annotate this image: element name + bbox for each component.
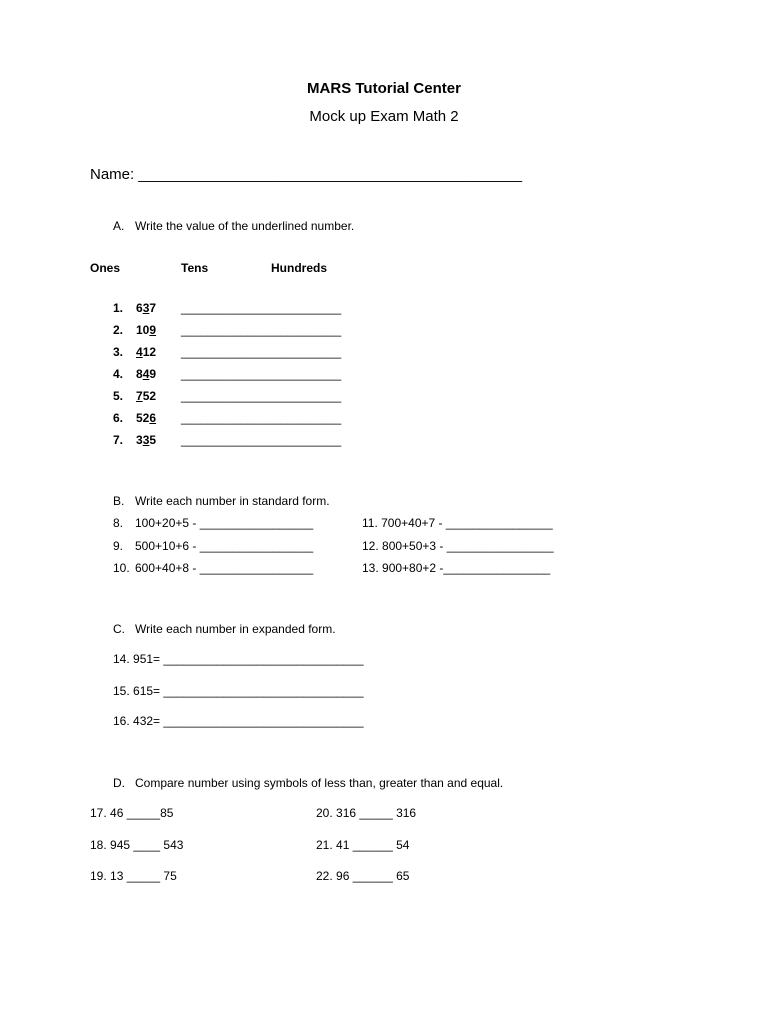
list-item-value: 526: [136, 411, 157, 425]
list-item-number: 10.: [113, 561, 130, 575]
list-item[interactable]: 14. 951= ______________________________: [113, 652, 364, 666]
column-hundreds: Hundreds: [271, 261, 328, 275]
list-item[interactable]: 15. 615= ______________________________: [113, 684, 364, 698]
list-item-value: 752: [136, 389, 157, 403]
list-item-number: 6.: [113, 411, 124, 425]
list-item[interactable]: 12. 800+50+3 - ________________: [362, 539, 554, 553]
list-item-number: 7.: [113, 433, 124, 447]
list-item[interactable]: 500+10+6 - _________________: [135, 539, 314, 553]
answer-line[interactable]: ________________________: [181, 323, 342, 337]
list-item-number: 4.: [113, 367, 124, 381]
list-item[interactable]: 13. 900+80+2 -________________: [362, 561, 551, 575]
answer-line[interactable]: ________________________: [181, 345, 342, 359]
list-item-value: 109: [136, 323, 157, 337]
list-item[interactable]: 21. 41 ______ 54: [316, 838, 410, 852]
list-item[interactable]: 18. 945 ____ 543: [90, 838, 184, 852]
list-item-value: 849: [136, 367, 157, 381]
name-field[interactable]: [90, 166, 522, 184]
section-c-instruction: Write each number in expanded form.: [135, 622, 336, 636]
list-item-value: 637: [136, 301, 157, 315]
list-item[interactable]: 22. 96 ______ 65: [316, 869, 410, 883]
answer-line[interactable]: ________________________: [181, 301, 342, 315]
list-item[interactable]: 16. 432= ______________________________: [113, 714, 364, 728]
list-item-number: 8.: [113, 516, 124, 530]
answer-line[interactable]: ________________________: [181, 389, 342, 403]
list-item[interactable]: 11. 700+40+7 - ________________: [362, 516, 553, 530]
list-item[interactable]: 100+20+5 - _________________: [135, 516, 314, 530]
section-a-marker: A.: [113, 219, 125, 233]
answer-line[interactable]: ________________________: [181, 367, 342, 381]
list-item-number: 1.: [113, 301, 124, 315]
section-b-instruction: Write each number in standard form.: [135, 494, 330, 508]
list-item-number: 9.: [113, 539, 124, 553]
list-item-number: 5.: [113, 389, 124, 403]
list-item-value: 335: [136, 433, 157, 447]
column-tens: Tens: [181, 261, 209, 275]
name-label: Name:: [90, 166, 135, 183]
list-item-number: 2.: [113, 323, 124, 337]
list-item[interactable]: 19. 13 _____ 75: [90, 869, 177, 883]
section-a-instruction: Write the value of the underlined number.: [135, 219, 355, 233]
list-item-number: 3.: [113, 345, 124, 359]
answer-line[interactable]: ________________________: [181, 433, 342, 447]
list-item[interactable]: 600+40+8 - _________________: [135, 561, 314, 575]
name-line: ______________________________________________: [138, 166, 523, 183]
list-item[interactable]: 17. 46 _____85: [90, 806, 174, 820]
list-item-value: 412: [136, 345, 157, 359]
section-d-marker: D.: [113, 776, 125, 790]
page-subtitle: Mock up Exam Math 2: [309, 108, 459, 125]
section-b-marker: B.: [113, 494, 125, 508]
page-title: MARS Tutorial Center: [307, 80, 461, 97]
answer-line[interactable]: ________________________: [181, 411, 342, 425]
section-d-instruction: Compare number using symbols of less than, greater than and equal.: [135, 776, 504, 790]
list-item[interactable]: 20. 316 _____ 316: [316, 806, 417, 820]
section-c-marker: C.: [113, 622, 125, 636]
column-ones: Ones: [90, 261, 121, 275]
